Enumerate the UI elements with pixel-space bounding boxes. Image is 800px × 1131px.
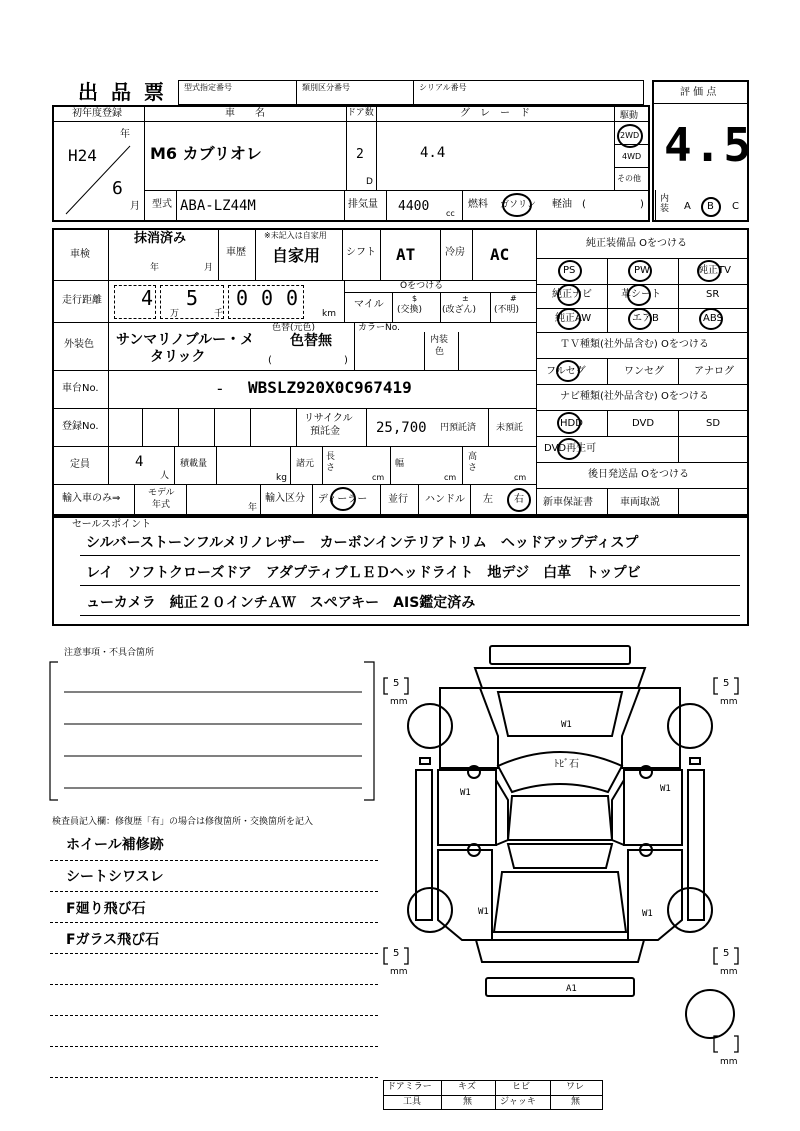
reg-no-label: 登録No. (62, 421, 99, 432)
interior-grade-b: B (707, 201, 714, 212)
cc-unit: cc (446, 209, 455, 218)
equip-leather: 革シート (621, 289, 661, 300)
history-value: 自家用 (272, 246, 321, 265)
km-unit: km (322, 309, 336, 319)
score-value: 4.5 (664, 118, 754, 172)
tread-fl-mm: mm (390, 697, 408, 707)
shift-label: シフト (346, 247, 376, 258)
height-label: 高さ (468, 452, 478, 473)
sales-line-2: レイ ソフトクローズドア アダプティブＬＥＤヘッドライト 地デジ 白革 トップビ (86, 565, 641, 581)
aircon-value: AC (490, 245, 510, 264)
exterior-label: 外装色 (64, 339, 94, 350)
interior-grade-label: 内装 (660, 194, 670, 214)
equip-tv-circle (697, 260, 721, 282)
first-reg-label: 初年度登録 (72, 108, 122, 119)
drive-2wd: 2WD (620, 131, 640, 140)
chassis-label: 車台No. (62, 383, 99, 394)
drive-4wd: 4WD (622, 152, 642, 161)
fuel-paren-close: ) (640, 199, 644, 210)
equip-abs: ABS (703, 313, 723, 324)
recycle-paid: 円預託済 (440, 423, 477, 433)
equip-aw: 純正AW (555, 313, 592, 324)
model-year-label1: モデル (148, 488, 175, 498)
person-unit: 人 (160, 471, 170, 481)
month-unit: 月 (130, 201, 140, 212)
equip-abs-circle (699, 308, 723, 330)
length-cm: cm (372, 473, 385, 482)
year-unit: 年 (120, 129, 130, 140)
odo-swap: (交換) (397, 305, 423, 315)
sales-label: セールスポイント (72, 519, 152, 530)
exterior-line2: タリック (150, 349, 206, 365)
car-name-label: 車 名 (225, 108, 265, 119)
tv-fullseg-circle (556, 360, 580, 382)
odo-alter: (改ざん) (442, 305, 477, 315)
diagram-w1-left: W1 (460, 788, 471, 798)
tread-fl-value: 5 (393, 678, 400, 689)
equip-ps: PS (563, 265, 576, 276)
left-hand-label: 左 (483, 494, 493, 505)
later-manual: 車両取説 (620, 497, 660, 508)
equip-navi-circle (557, 284, 581, 306)
equipment-title: 純正装備品 Oをつける (586, 238, 688, 249)
later-ship-title: 後日発送品 Oをつける (588, 469, 690, 480)
shift-value: AT (396, 245, 416, 264)
legend-ware-value: 無 (571, 1097, 581, 1107)
displacement-label: 排気量 (348, 199, 378, 210)
legend-kizu: キズ (458, 1082, 476, 1092)
fuel-gasoline-circle (502, 193, 532, 217)
legend-ware: ワレ (566, 1082, 585, 1092)
tread-rl-mm: mm (390, 967, 408, 977)
category-label: 類別区分番号 (302, 83, 350, 92)
interior-grade-a: A (684, 201, 691, 212)
door-suffix: D (366, 177, 373, 187)
doors-label: ドア数 (347, 108, 374, 118)
recycle-value: 25,700 (376, 420, 427, 436)
dvd-play: DVD再生可 (544, 443, 597, 454)
import-only-label: 輸入車のみ⇒ (62, 493, 121, 504)
dealer-circle (330, 487, 356, 511)
model-year-label2: 年式 (152, 500, 171, 510)
tread-fr-value: 5 (723, 678, 730, 689)
first-reg-month: 6 (112, 178, 123, 199)
model-year-unit: 年 (248, 503, 258, 513)
recycle-label2: 預託金 (310, 426, 340, 437)
right-hand-label: 右 (514, 494, 524, 505)
odo-alter-symbol: ± (462, 294, 469, 303)
equip-ps-circle (558, 260, 582, 282)
legend-hibi-value: ジャッキ (500, 1097, 536, 1107)
interior-grade-c: C (732, 201, 739, 212)
repaint-label: 色替(元色) (272, 323, 316, 333)
navi-dvd: DVD (632, 418, 655, 429)
legend-hibi: ヒビ (512, 1082, 531, 1092)
inspection-month-unit: 月 (204, 263, 214, 273)
equip-tv: 純正TV (698, 265, 731, 276)
drive-2wd-circle (617, 124, 643, 148)
mileage-digit-5: 0 (286, 286, 299, 310)
aircon-label: 冷房 (445, 247, 465, 258)
chassis-value: WBSLZ920X0C967419 (248, 378, 412, 397)
type-value: ABA-LZ44M (180, 198, 256, 214)
equip-navi: 純正ナビ (552, 289, 592, 300)
fuel-diesel: 軽油 (552, 199, 572, 210)
inspector-line-4: Fガラス飛び石 (66, 932, 160, 948)
odo-swap-symbol: $ (412, 294, 418, 303)
recycle-unpaid: 未預託 (496, 423, 524, 433)
inspector-line-3: F廻り飛び石 (66, 901, 146, 917)
recycle-label1: リサイクル (304, 413, 353, 424)
inspector-label: 検査員記入欄：修復歴「有」の場合は修復箇所・交換箇所を記入 (52, 817, 314, 827)
mileage-digit-4: 0 (261, 286, 274, 310)
date-slash-icon (60, 140, 140, 220)
inspector-line-1: ホイール補修跡 (66, 837, 164, 853)
navi-hdd: HDD (560, 418, 583, 429)
sales-line-3: ューカメラ 純正２０インチＡＷ スペアキー AIS鑑定済み (86, 595, 476, 611)
equip-leather-circle (627, 284, 651, 306)
legend-mirror: ドアミラー (387, 1082, 432, 1092)
import-type-label: 輸入区分 (265, 493, 305, 504)
interior-grade-b-circle (701, 197, 721, 217)
tv-oneseg: ワンセグ (624, 366, 664, 377)
diagram-w1-rear-right: W1 (642, 909, 653, 919)
odo-unknown: (不明) (494, 305, 520, 315)
right-hand-circle (507, 488, 531, 512)
exterior-line1: サンマリノブルー・メ (116, 332, 255, 348)
navi-hdd-circle (557, 412, 581, 434)
navi-type-title: ナビ種類(社外品含む) Oをつける (560, 391, 709, 402)
dealer-label: ディーラー (318, 494, 368, 505)
equip-sr: SR (706, 289, 720, 300)
load-label: 積載量 (180, 459, 208, 469)
inspector-line-2: シートシワスレ (66, 869, 164, 885)
fuel-gasoline: ガソリン (500, 200, 537, 210)
diagram-w1-hood: W1 (561, 720, 572, 730)
tv-type-title: ＴＶ種類(社外品含む) Oをつける (560, 339, 709, 350)
tread-fr-mm: mm (720, 697, 738, 707)
grade-label: グ レ ー ド (460, 108, 530, 119)
chassis-dash: - (215, 379, 225, 398)
car-name-value: M6 カブリオレ (150, 144, 262, 163)
equip-pw-circle (628, 260, 652, 282)
fuel-label: 燃料 (468, 199, 488, 210)
width-label: 幅 (395, 459, 405, 469)
diagram-a1-rear: A1 (566, 984, 577, 994)
repaint-value: 色替無 (290, 333, 332, 349)
inspection-label: 車検 (70, 249, 90, 260)
doors-value: 2 (356, 147, 364, 162)
mile-label: マイル (354, 299, 384, 310)
repaint-paren-open: ( (268, 355, 272, 366)
sen-unit: 千 (214, 309, 224, 319)
displacement-value: 4400 (398, 199, 430, 214)
interior-color-label2: 色 (435, 347, 445, 357)
width-cm: cm (444, 473, 457, 482)
model-designation-label: 型式指定番号 (184, 83, 232, 92)
legend-tools: 工具 (403, 1097, 422, 1107)
parallel-label: 並行 (388, 494, 408, 505)
score-label: 評 価 点 (680, 87, 717, 98)
tread-rr-mm: mm (720, 967, 738, 977)
later-warranty: 新車保証書 (543, 497, 593, 508)
legend-kizu-value: 無 (463, 1097, 473, 1107)
dims-label: 諸元 (296, 459, 315, 469)
notes-label: 注意事項・不具合箇所 (64, 648, 155, 658)
mileage-label: 走行距離 (62, 295, 102, 306)
sales-line-1: シルバーストーンフルメリノレザー カーボンインテリアトリム ヘッドアップディスプ (86, 535, 639, 551)
mileage-digit-2: 5 (186, 286, 199, 310)
equip-airbag: エアB (632, 313, 659, 324)
capacity-value: 4 (135, 454, 144, 470)
color-no-label: カラーNo. (358, 323, 400, 333)
tread-rr-value: 5 (723, 948, 730, 959)
equip-aw-circle (557, 308, 581, 330)
capacity-label: 定員 (70, 459, 90, 470)
history-label: 車歴 (226, 247, 246, 258)
history-note: ※未記入は自家用 (264, 231, 327, 240)
man-unit: 万 (170, 309, 180, 319)
tread-rl-value: 5 (393, 948, 400, 959)
diagram-w1-rear-left: W1 (478, 907, 489, 917)
inspection-year-unit: 年 (150, 263, 160, 273)
tread-spare-mm: mm (720, 1057, 738, 1067)
equip-pw: PW (634, 265, 650, 276)
mileage-digit-1: 4 (141, 286, 154, 310)
interior-color-label1: 内装 (430, 335, 449, 345)
fuel-paren-open: ( (582, 199, 586, 210)
serial-label: シリアル番号 (419, 83, 467, 92)
diagram-windshield-chip: ﾄﾋﾞ石 (554, 759, 579, 770)
mileage-digit-3: 0 (236, 286, 249, 310)
drive-label: 駆動 (620, 111, 639, 121)
length-label: 長さ (326, 452, 336, 473)
odo-circle-note: Oをつける (400, 281, 444, 291)
diagram-w1-right: W1 (660, 784, 671, 794)
equip-airbag-circle (628, 308, 652, 330)
navi-sd: SD (706, 418, 721, 429)
type-label: 型式 (152, 199, 172, 210)
first-reg-year: H24 (68, 146, 97, 165)
odo-unknown-symbol: # (510, 294, 517, 303)
page-title: 出 品 票 (78, 80, 167, 104)
dvd-play-circle (557, 438, 581, 460)
notes-frame (44, 656, 384, 806)
repaint-paren-close: ) (344, 355, 348, 366)
handle-label: ハンドル (425, 494, 465, 505)
inspection-value: 抹消済み (134, 231, 187, 246)
height-cm: cm (514, 473, 527, 482)
header-id-box (178, 80, 644, 105)
grade-value: 4.4 (420, 145, 446, 161)
tv-fullseg: フルセグ (546, 366, 586, 377)
kg-unit: kg (276, 473, 287, 483)
tv-analog: アナログ (694, 366, 734, 377)
drive-other: その他 (617, 174, 641, 183)
